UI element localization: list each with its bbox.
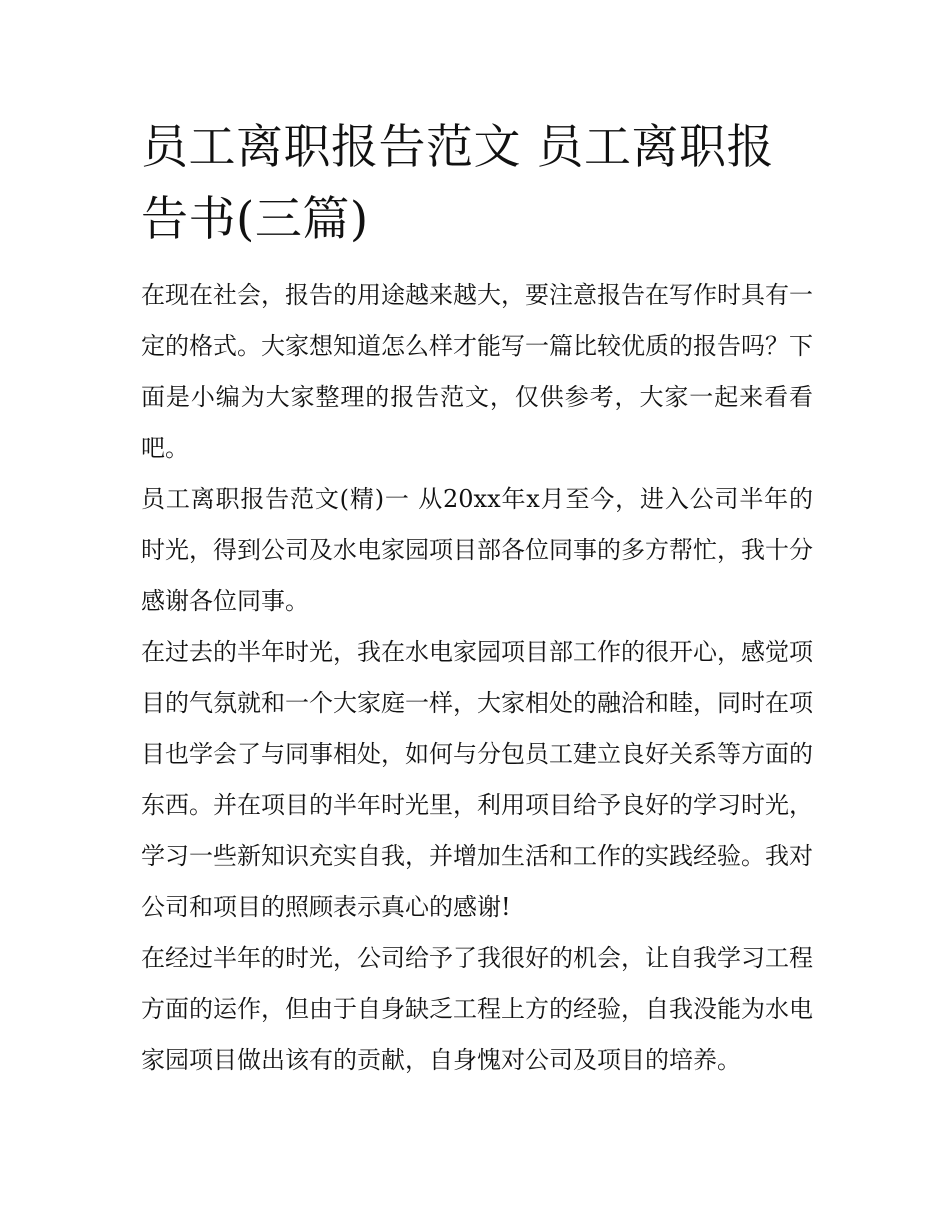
paragraph-intro: 在现在社会，报告的用途越来越大，要注意报告在写作时具有一定的格式。大家想知道怎么样才能写一篇比较优质的报告吗？下面是小编为大家整理的报告范文，仅供参考，大家一起来看看吧。 (141, 281, 813, 462)
document-title: 员工离职报告范文 员工离职报告书(三篇) (141, 120, 774, 247)
paragraph-2: 在过去的半年时光，我在水电家园项目部工作的很开心，感觉项目的气氛就和一个大家庭一样，大家相处的融洽和睦，同时在项目也学会了与同事相处，如何与分包员工建立良好关系等方面的东西。并在项目的半年时光里，利用项目给予良好的学习时光，学习一些新知识充实自我，并增加生活和工作的实践经验。我对公司和项目的照顾表示真心的感谢! (141, 638, 813, 921)
document-body (141, 270, 813, 1086)
document-content (141, 112, 813, 1086)
paragraph-3: 在经过半年的时光，公司给予了我很好的机会，让自我学习工程方面的运作，但由于自身缺乏工程上方的经验，自我没能为水电家园项目做出该有的贡献，自身愧对公司及项目的培养。 (141, 944, 813, 1074)
paragraph-1: 员工离职报告范文(精)一 从20xx年x月至今，进入公司半年的时光，得到公司及水电家园项目部各位同事的多方帮忙，我十分感谢各位同事。 (141, 485, 813, 615)
